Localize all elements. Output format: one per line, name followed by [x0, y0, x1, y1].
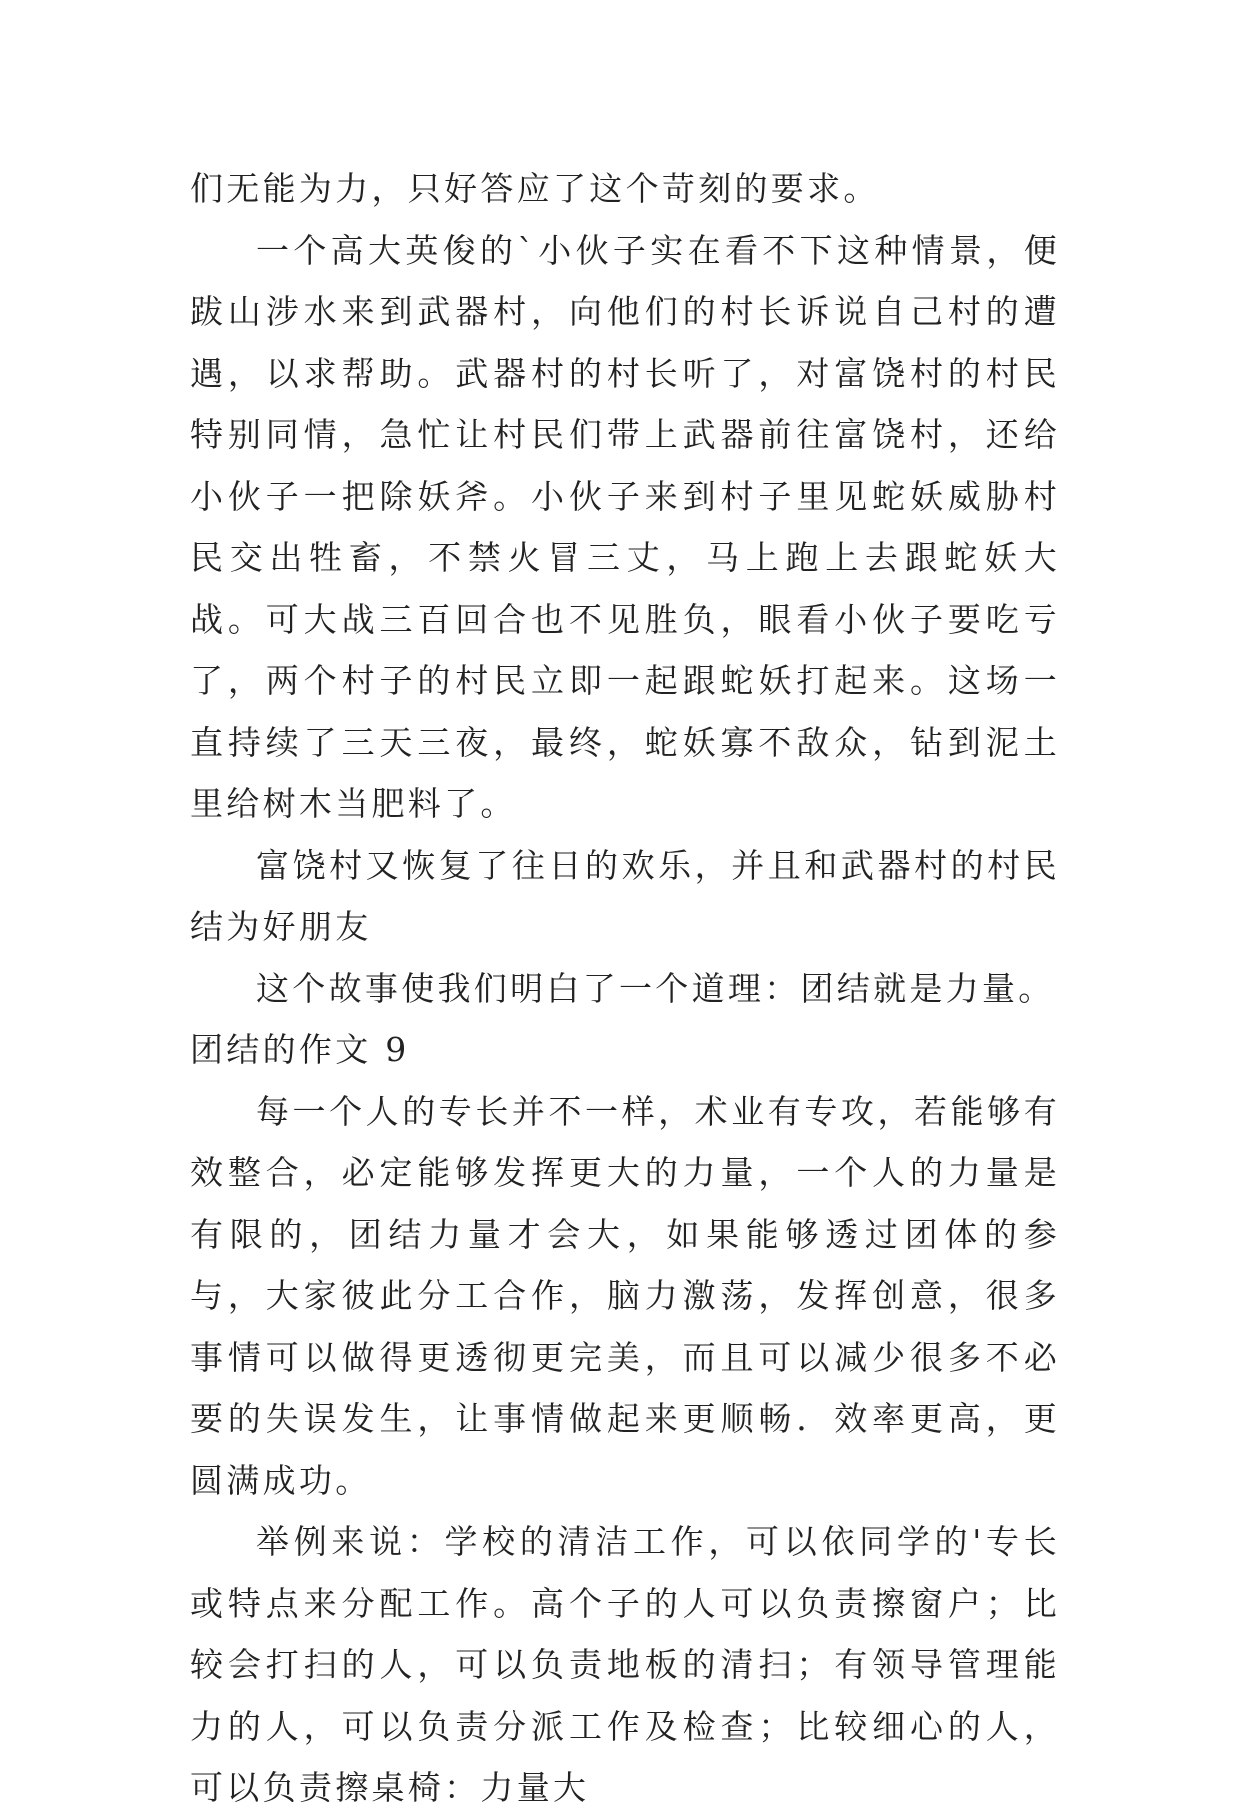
paragraph-ending: 富饶村又恢复了往日的欢乐，并且和武器村的村民结为好朋友 [190, 845, 1060, 946]
paragraph-example: 举例来说：学校的清洁工作，可以依同学的'专长或特点来分配工作。高个子的人可以负责擦窗户；比较会打扫的人，可以负责地板的清扫；有领导管理能力的人，可以负责分派工作及检查；比较细心的人，可以负责擦桌椅：力量大 [190, 1522, 1060, 1807]
paragraph-story: 一个高大英俊的`小伙子实在看不下这种情景，便跋山涉水来到武器村，向他们的村长诉说自己村的遭遇，以求帮助。武器村的村长听了，对富饶村的村民特别同情，急忙让村民们带上武器前往富饶村，还给小伙子一把除妖斧。小伙子来到村子里见蛇妖威胁村民交出牲畜，不禁火冒三丈，马上跑上去跟蛇妖大战。可大战三百回合也不见胜负，眼看小伙子要吃亏了，两个村子的村民立即一起跟蛇妖打起来。这场一直持续了三天三夜，最终，蛇妖寡不敌众，钻到泥土里给树木当肥料了。 [190, 230, 1060, 823]
paragraph-moral: 这个故事使我们明白了一个道理：团结就是力量。 [256, 968, 1055, 1008]
paragraph-essay-intro: 每一个人的专长并不一样，术业有专攻，若能够有效整合，必定能够发挥更大的力量，一个人的力量是有限的，团结力量才会大，如果能够透过团体的参与，大家彼此分工合作，脑力激荡，发挥创意，很多事情可以做得更透彻更完美，而且可以减少很多不必要的失误发生，让事情做起来更顺畅．效率更高，更圆满成功。 [190, 1091, 1060, 1500]
paragraph-continuation: 们无能为力，只好答应了这个苛刻的要求。 [190, 169, 880, 208]
section-heading: 团结的作文 9 [190, 1030, 410, 1069]
document-body [190, 158, 1060, 1819]
